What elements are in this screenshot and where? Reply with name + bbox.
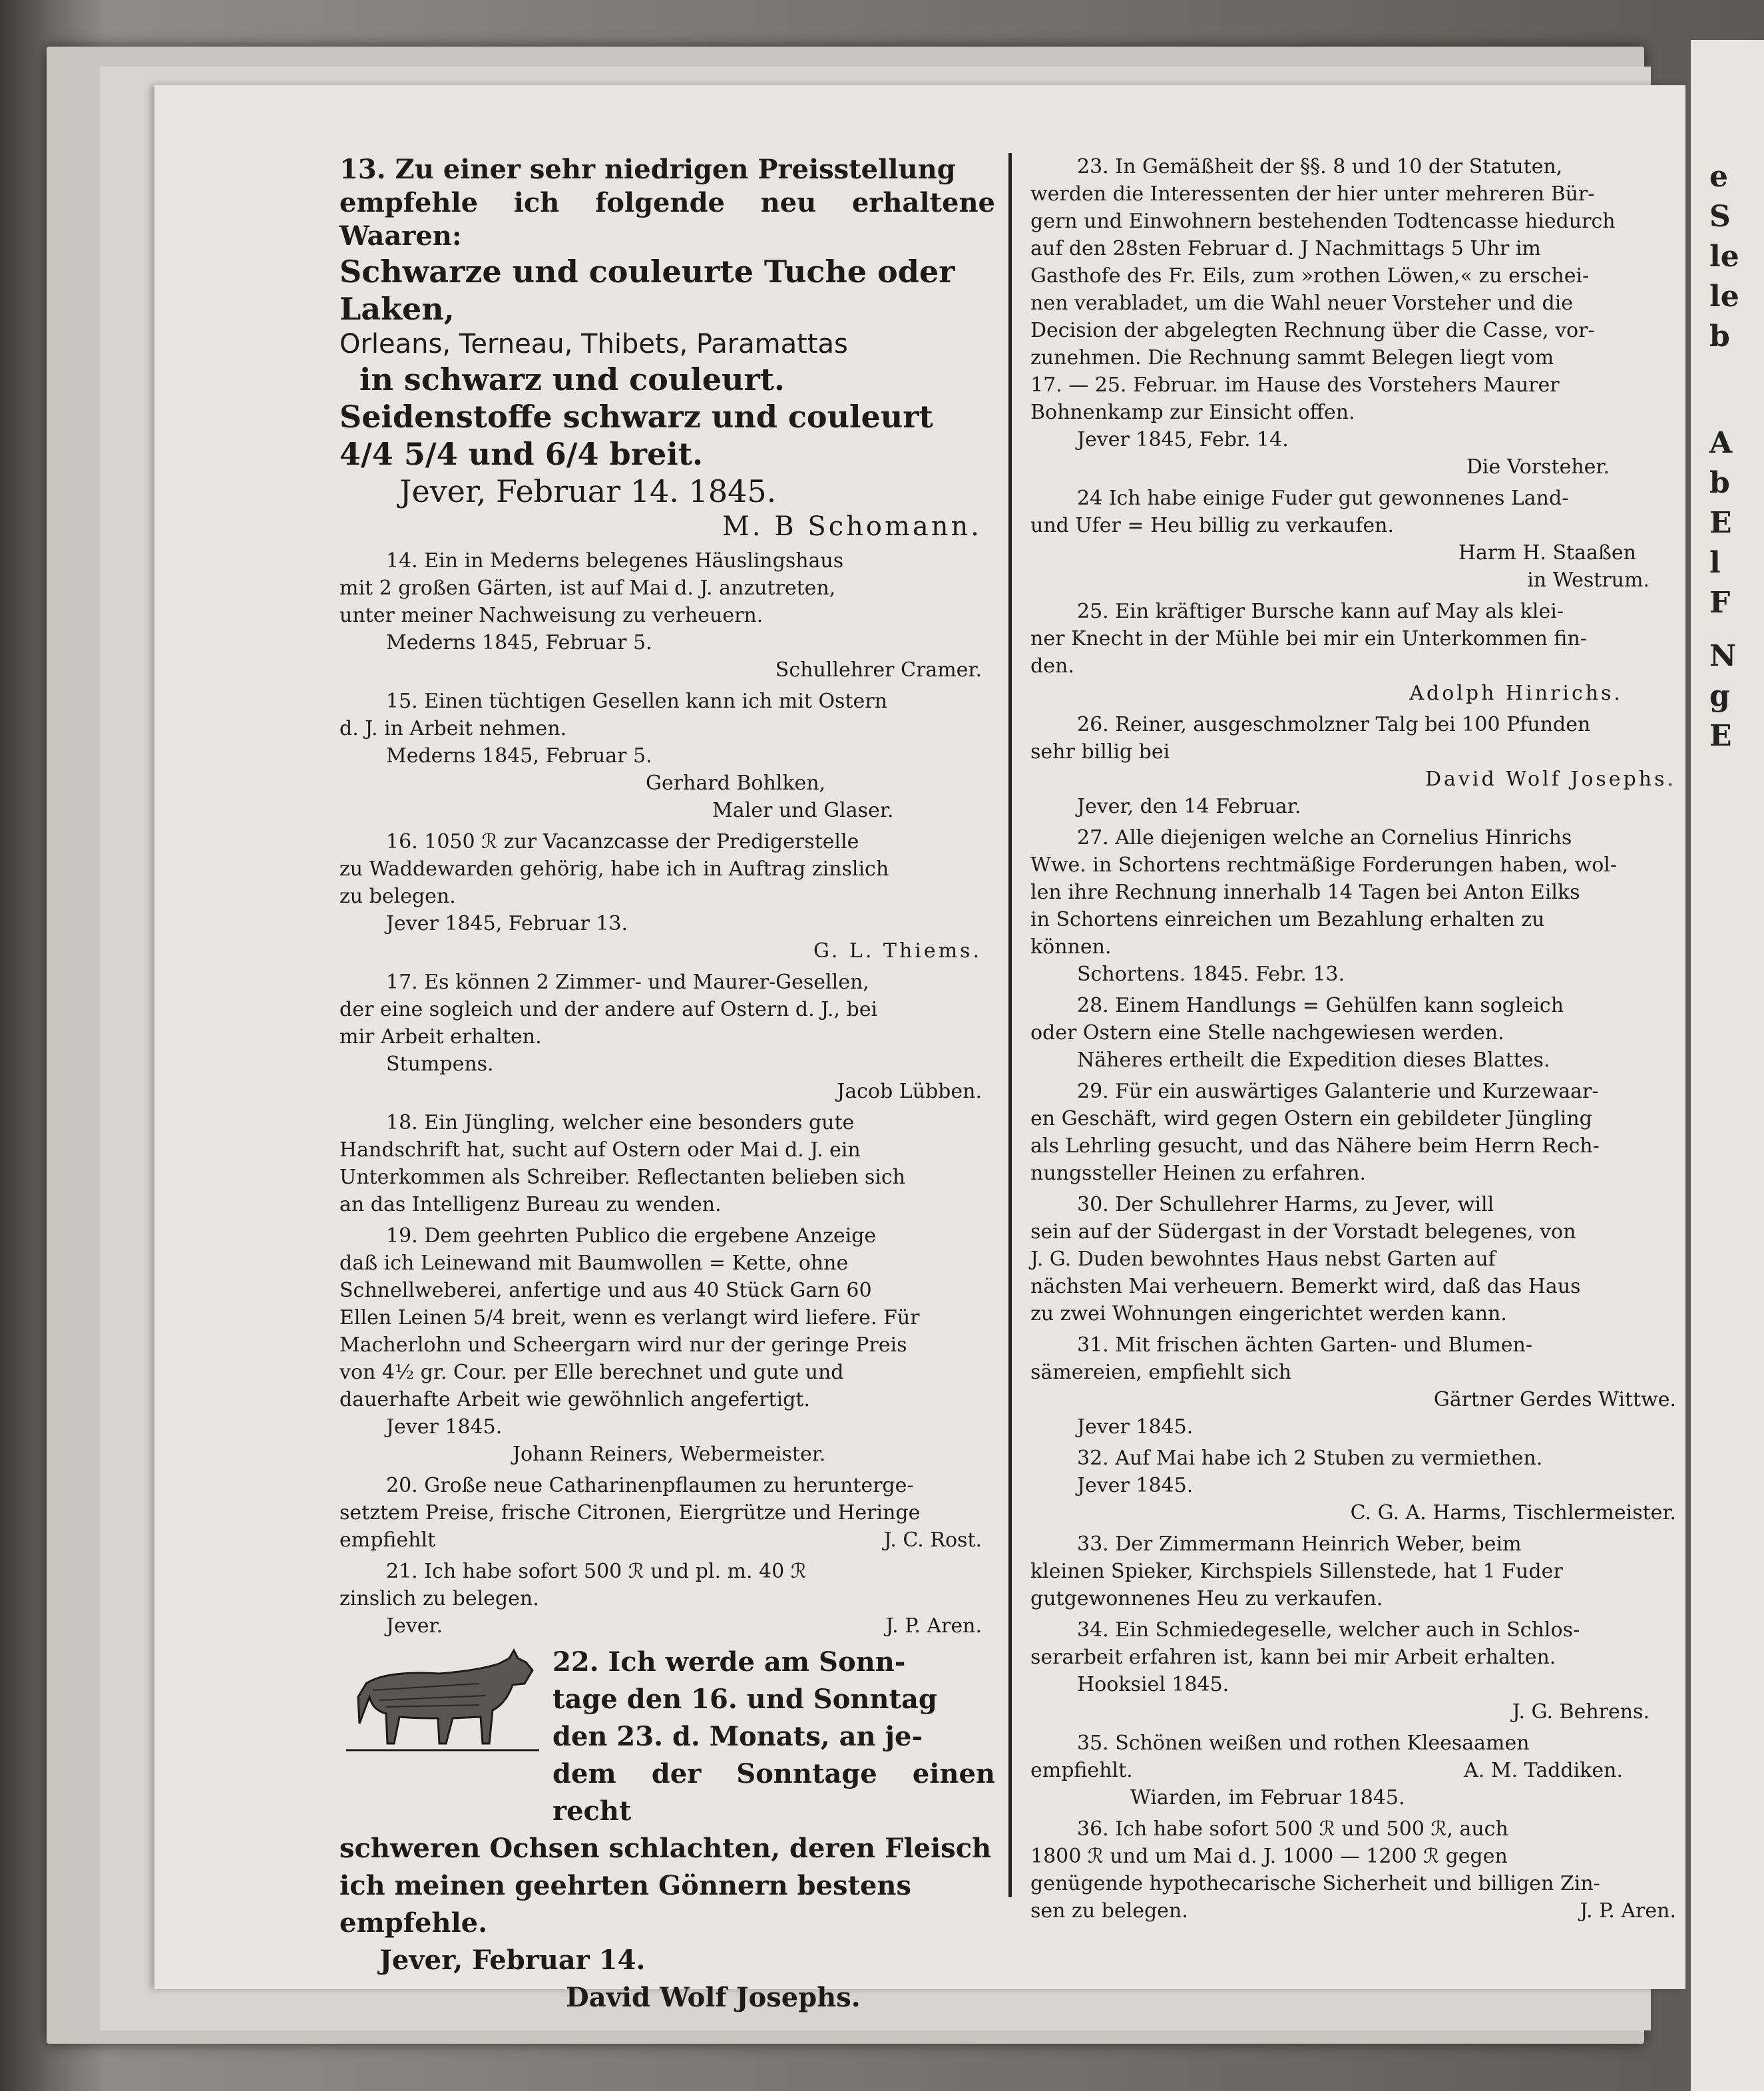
ad-text: Ellen Leinen 5/4 breit, wenn es verlangt wird liefere. Für [339,1306,920,1329]
ad-signature: G. L. Thiems. [813,939,982,963]
advertisement-21 [339,1558,995,1640]
ad-text: unter meiner Nachweisung zu verheuern. [339,604,764,627]
ad-text: werden die Interessenten der hier unter mehreren Bür- [1030,182,1595,206]
ad-text: auf den 28sten Februar d. J Nachmittags 5 Uhr im [1030,237,1541,260]
ad-signature: David Wolf Josephs. [566,1982,861,2013]
ad-text: 16. 1050 ℛ zur Vacanzcasse der Predigerstelle [386,830,859,853]
ad-signature: J. C. Rost. [883,1528,982,1552]
ad-text: zu Waddewarden gehörig, habe ich in Auftrag zinslich [339,857,889,881]
ad-text: 29. Für ein auswärtiges Galanterie und Kurzewaar- [1077,1080,1599,1103]
facing-page-text: S [1709,200,1731,234]
ad-date: Jever 1845, Febr. 14. [1077,428,1289,451]
ad-date: Hooksiel 1845. [1077,1673,1229,1696]
ad-date: Jever 1845. [386,1415,503,1439]
advertisement-17 [339,969,995,1105]
ad-text: gern und Einwohnern bestehenden Todtencasse hiedurch [1030,210,1616,233]
advertisement-35 [1030,1730,1689,1811]
ad-text: mir Arbeit erhalten. [339,1025,542,1048]
advertisement-25 [1030,598,1689,707]
ad-text: Wwe. in Schortens rechtmäßige Forderungen haben, wol- [1030,853,1618,877]
ad-text: als Lehrling gesucht, und das Nähere beim Herrn Rech- [1030,1134,1600,1158]
ad-text: 25. Ein kräftiger Bursche kann auf May als klei- [1077,600,1564,623]
advertisement-16 [339,828,995,965]
ad-text: Näheres ertheilt die Expedition dieses Blattes. [1077,1048,1550,1072]
ad-text: 26. Reiner, ausgeschmolzner Talg bei 100 Pfunden [1077,713,1591,736]
advertisement-31 [1030,1331,1689,1441]
ad-text: Schnellweberei, anfertige und aus 40 Stück Garn 60 [339,1279,872,1302]
ad-text: Decision der abgelegten Rechnung über die Casse, vor- [1030,319,1595,342]
ad-signature: M. B Schomann. [722,511,982,542]
ad-text: ner Knecht in der Mühle bei mir ein Unterkommen fin- [1030,627,1587,650]
ad-text: 17. — 25. Februar. im Hause des Vorstehers Maurer [1030,373,1560,397]
ad-date: Mederns 1845, Februar 5. [386,744,652,768]
ad-text: 23. In Gemäßheit der §§. 8 und 10 der Statuten, [1077,155,1563,178]
ad-text: genügende hypothecarische Sicherheit und billigen Zin- [1030,1872,1600,1895]
ad-text: empfehle ich folgende neu erhaltene Waaren: [339,187,995,252]
ad-text: len ihre Rechnung innerhalb 14 Tagen bei Anton Eilks [1030,881,1580,904]
ad-text: sen zu belegen. [1030,1899,1188,1923]
facing-page-text: A [1709,426,1733,460]
ad-signature: Schullehrer Cramer. [775,658,982,682]
ad-text: daß ich Leinewand mit Baumwollen = Kette, ohne [339,1252,849,1275]
advertisement-36 [1030,1815,1689,1925]
ad-text: en Geschäft, wird gegen Ostern ein gebildeter Jüngling [1030,1107,1592,1130]
ad-text: von 4½ gr. Cour. per Elle berechnet und gute und [339,1361,844,1384]
ad-text: 1800 ℛ und um Mai d. J. 1000 — 1200 ℛ gegen [1030,1845,1508,1868]
ad-date: Mederns 1845, Februar 5. [386,631,652,654]
ad-signature: Harm H. Staaßen [1458,541,1636,565]
ad-text: zunehmen. Die Rechnung sammt Belegen liegt vom [1030,346,1554,369]
advertisement-29 [1030,1078,1689,1187]
ad-text: kleinen Spieker, Kirchspiels Sillenstede, hat 1 Fuder [1030,1560,1563,1583]
ad-text: 33. Der Zimmermann Heinrich Weber, beim [1077,1532,1522,1556]
right-column [1030,153,1689,1929]
ad-date: Jever, den 14 Februar. [1077,795,1301,818]
ad-text: dauerhafte Arbeit wie gewöhnlich angefertigt. [339,1388,810,1411]
ad-text: zu belegen. [339,885,456,908]
ad-text: 17. Es können 2 Zimmer- und Maurer-Gesellen, [386,971,869,994]
facing-page-text: l [1709,546,1721,580]
ad-text: 30. Der Schullehrer Harms, zu Jever, will [1077,1193,1494,1216]
ad-text: oder Ostern eine Stelle nachgewiesen werden. [1030,1021,1504,1045]
ad-text: dem der Sonntage einen recht [552,1758,995,1827]
ad-text: 27. Alle diejenigen welche an Cornelius Hinrichs [1077,826,1572,849]
advertisement-32 [1030,1445,1689,1526]
ad-text: 24 Ich habe einige Fuder gut gewonnenes Land- [1077,487,1569,510]
advertisement-19 [339,1222,995,1468]
ad-date: Jever, Februar 14. [379,1945,646,1976]
ad-signature: A. M. Taddiken. [1464,1759,1623,1782]
facing-page-text: b [1709,320,1730,353]
ad-text: 15. Einen tüchtigen Gesellen kann ich mit Ostern [386,690,887,713]
ad-signature: Die Vorsteher. [1466,455,1610,479]
ad-text: in schwarz und couleurt. [359,361,785,397]
ad-text: empfiehlt. [1030,1759,1133,1782]
ad-signature: Johann Reiners, Webermeister. [513,1443,826,1466]
ad-text: empfehle. [339,1907,488,1939]
ad-date: Jever 1845. [1077,1415,1194,1439]
advertisement-26 [1030,711,1689,820]
advertisement-18 [339,1109,995,1218]
ad-text: Seidenstoffe schwarz und couleurt [339,399,933,435]
ad-signature: David Wolf Josephs. [1425,768,1676,791]
ad-text: serarbeit erfahren ist, kann bei mir Arbeit erhalten. [1030,1646,1556,1669]
ad-date: Jever, Februar 14. 1845. [399,473,777,509]
facing-page-text: le [1709,280,1739,314]
facing-page-text: E [1709,506,1732,540]
ad-text: Orleans, Terneau, Thibets, Paramattas [339,329,848,359]
advertisement-27 [1030,824,1689,988]
ad-text: 32. Auf Mai habe ich 2 Stuben zu vermiethen. [1077,1447,1543,1470]
advertisement-33 [1030,1530,1689,1612]
ox-illustration [346,1644,539,1770]
ad-text: Handschrift hat, sucht auf Ostern oder Mai d. J. ein [339,1138,861,1162]
ad-text: 36. Ich habe sofort 500 ℛ und 500 ℛ, auch [1077,1817,1508,1841]
ad-signature: Adolph Hinrichs. [1409,682,1623,705]
ad-text: zinslich zu belegen. [339,1587,539,1610]
ad-text: sämereien, empfiehlt sich [1030,1361,1292,1384]
facing-page-text: g [1709,679,1730,713]
ad-text: sehr billig bei [1030,740,1170,764]
facing-page-text: F [1709,586,1731,620]
ad-text: den. [1030,654,1074,678]
ad-text: Macherlohn und Scheergarn wird nur der geringe Preis [339,1333,907,1357]
ad-text: nungssteller Heinen zu erfahren. [1030,1162,1367,1185]
facing-page-text: N [1709,639,1737,673]
ad-place: in Westrum. [1527,569,1650,592]
ad-text: 19. Dem geehrten Publico die ergebene Anzeige [386,1224,877,1248]
ad-text: setztem Preise, frische Citronen, Eiergrütze und Heringe [339,1501,921,1524]
ad-text: 28. Einem Handlungs = Gehülfen kann sogleich [1077,994,1564,1017]
ad-text: 34. Ein Schmiedegeselle, welcher auch in Schlos- [1077,1618,1580,1642]
ad-date: Jever 1845. [1077,1474,1194,1497]
ad-text: 22. Ich werde am Sonn- [552,1646,906,1678]
advertisement-30 [1030,1191,1689,1327]
ad-text: tage den 16. und Sonntag [552,1684,937,1715]
ad-text: nächsten Mai verheuern. Bemerkt wird, daß das Haus [1030,1275,1581,1298]
column-divider [1008,153,1012,1897]
advertisement-13 [339,153,995,543]
ad-text: zu zwei Wohnungen eingerichtet werden kann. [1030,1302,1507,1325]
ad-text: in Schortens einreichen um Bezahlung erhalten zu [1030,908,1545,931]
ad-text: den 23. d. Monats, an je- [552,1721,923,1752]
ad-text: J. G. Duden bewohntes Haus nebst Garten auf [1030,1248,1496,1271]
ad-date: Wiarden, im Februar 1845. [1130,1786,1405,1809]
ad-signature: Maler und Glaser. [712,799,894,822]
ad-text: 13. Zu einer sehr niedrigen Preisstellung [339,154,956,185]
facing-page-text: b [1709,466,1730,500]
ad-text: und Ufer = Heu billig zu verkaufen. [1030,514,1394,537]
ad-date: Schortens. 1845. Febr. 13. [1077,963,1345,986]
ad-text: sein auf der Südergast in der Vorstadt belegenes, von [1030,1220,1576,1244]
ad-text: Laken, [339,291,455,327]
facing-page-text: le [1709,240,1739,274]
ad-signature: Gärtner Gerdes Wittwe. [1433,1388,1676,1411]
ad-text: schweren Ochsen schlachten, deren Fleisch [339,1833,992,1864]
ad-text: der eine sogleich und der andere auf Ostern d. J., bei [339,998,878,1021]
ad-text: gutgewonnenes Heu zu verkaufen. [1030,1587,1383,1610]
ad-signature: J. G. Behrens. [1512,1700,1650,1724]
ad-text: Gasthofe des Fr. Eils, zum »rothen Löwen,« zu erschei- [1030,264,1590,288]
ad-signature: J. P. Aren. [885,1614,982,1638]
facing-page-text: E [1709,719,1732,753]
ad-text: 21. Ich habe sofort 500 ℛ und pl. m. 40 ℛ [386,1560,807,1583]
ad-text: d. J. in Arbeit nehmen. [339,717,567,740]
ad-text: ich meinen geehrten Gönnern bestens [339,1870,912,1901]
ad-place: Stumpens. [386,1052,494,1076]
ad-place: Jever. [386,1614,443,1638]
ad-signature: C. G. A. Harms, Tischlermeister. [1350,1501,1676,1524]
ad-text: 14. Ein in Mederns belegenes Häuslingshaus [386,549,844,573]
ad-text: können. [1030,935,1112,959]
ad-signature: J. P. Aren. [1580,1899,1676,1923]
ad-text: 35. Schönen weißen und rothen Kleesaamen [1077,1732,1530,1755]
ad-text: Unterkommen als Schreiber. Reflectanten belieben sich [339,1166,906,1189]
ad-text: Bohnenkamp zur Einsicht offen. [1030,401,1355,424]
ad-text: Schwarze und couleurte Tuche oder [339,254,955,290]
ad-date: Jever 1845, Februar 13. [386,912,628,935]
advertisement-15 [339,688,995,824]
advertisement-24 [1030,485,1689,594]
ad-text: an das Intelligenz Bureau zu wenden. [339,1193,722,1216]
ad-text: mit 2 großen Gärten, ist auf Mai d. J. anzutreten, [339,577,836,600]
ad-text: 31. Mit frischen ächten Garten- und Blumen- [1077,1333,1532,1357]
facing-page-fragment [1691,40,1764,2091]
advertisement-34 [1030,1616,1689,1726]
advertisement-28 [1030,992,1689,1074]
ad-signature: Gerhard Bohlken, [646,772,826,795]
ad-text: 4/4 5/4 und 6/4 breit. [339,436,703,472]
facing-page-text: e [1709,160,1728,194]
ad-text: 18. Ein Jüngling, welcher eine besonders gute [386,1111,855,1134]
ad-text: empfiehlt [339,1528,436,1552]
advertisement-22 [339,1644,995,2016]
ad-text: 20. Große neue Catharinenpflaumen zu herunterge- [386,1474,914,1497]
advertisement-23 [1030,153,1689,481]
advertisement-14 [339,547,995,684]
advertisement-20 [339,1472,995,1554]
left-column [339,153,995,2020]
ad-text: nen verabladet, um die Wahl neuer Vorsteher und die [1030,292,1574,315]
ad-signature: Jacob Lübben. [837,1080,982,1103]
